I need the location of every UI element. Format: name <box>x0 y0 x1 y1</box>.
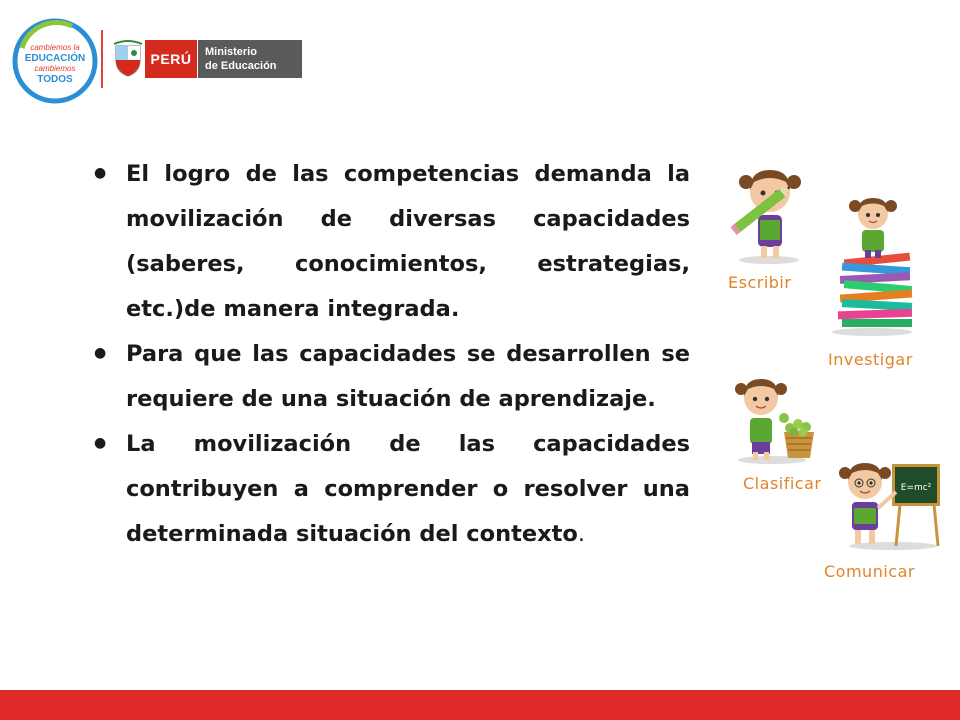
svg-text:EDUCACIÓN: EDUCACIÓN <box>24 53 86 64</box>
ministry-line1: Ministerio <box>205 46 257 58</box>
label-escribir: Escribir <box>728 273 792 292</box>
list-item <box>88 332 690 422</box>
girl-basket-illustration <box>732 372 822 464</box>
bullet-dot <box>88 422 126 465</box>
chalkboard-formula: E=mc² <box>900 483 932 493</box>
bullet-text: El logro de las competencias demanda la movilización de diversas capacidades (saberes, conocimientos, estrategias, etc.)de manera integrada. <box>126 161 690 322</box>
girl-writing-illustration <box>724 160 814 265</box>
footer-bar <box>0 690 960 720</box>
ministry-line2: de Educación <box>205 60 277 72</box>
peru-label: PERÚ <box>145 40 197 78</box>
svg-text:TODOS: TODOS <box>37 74 73 85</box>
campaign-logo <box>12 18 98 104</box>
header-divider <box>101 30 103 88</box>
peru-shield-icon <box>112 40 144 78</box>
list-item <box>88 152 690 332</box>
bullet-text: Para que las capacidades se desarrollen se requiere de una situación de aprendizaje. <box>126 341 690 412</box>
bullet-list <box>88 152 690 557</box>
bullet-dot <box>88 332 126 375</box>
bullet-text: La movilización de las capacidades contribuyen a comprender o resolver una determinada situación del contexto <box>126 431 690 547</box>
girl-books-illustration <box>822 192 922 337</box>
bullet-text-container <box>126 422 690 557</box>
bullet-trailing-period: . <box>577 521 586 547</box>
girl-chalkboard-illustration <box>838 458 943 550</box>
ministry-label <box>198 40 302 78</box>
svg-text:cambiemos la: cambiemos la <box>30 43 80 52</box>
svg-text:cambiemos: cambiemos <box>34 64 76 73</box>
list-item <box>88 422 690 557</box>
bullet-dot <box>88 152 126 195</box>
label-investigar: Investigar <box>828 350 913 369</box>
label-clasificar: Clasificar <box>743 474 822 493</box>
label-comunicar: Comunicar <box>824 562 915 581</box>
